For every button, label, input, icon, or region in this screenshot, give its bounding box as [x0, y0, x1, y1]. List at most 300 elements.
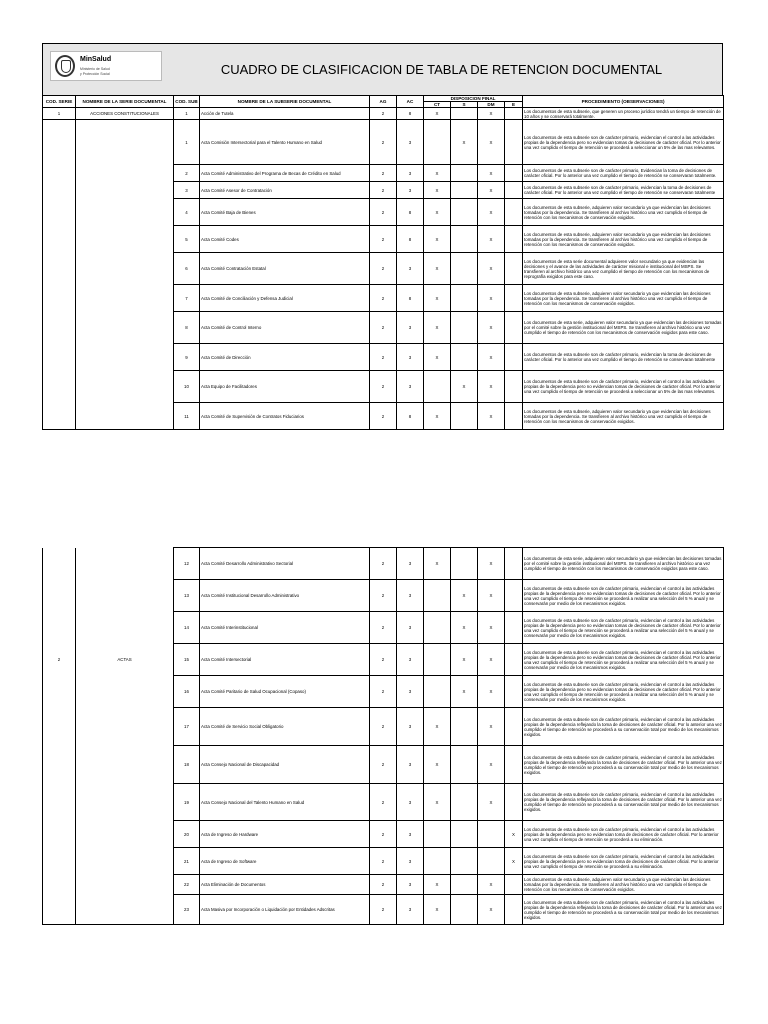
dm-mark: X — [478, 371, 505, 403]
col-header-dm: DM — [478, 102, 505, 108]
ministry-logo — [50, 51, 162, 81]
s-mark: X — [451, 676, 478, 708]
procedure-text: Los documentos de esta subserie son de carácter primario, evidencian el control a las actividades propias de la dependencia pero no evidencian tomas de decisiones de carácter oficial. Por lo anterior una vez cumplido el tiempo de retención se procederá a realizar una selección del 5 % anual y se conservarán por medio de los mecanismos exigidos. — [523, 644, 724, 676]
ag-value: 2 — [370, 165, 397, 182]
ac-value: 3 — [397, 784, 424, 821]
ct-mark: X — [424, 344, 451, 371]
ag-value: 2 — [370, 199, 397, 226]
procedure-text: Los documentos de esta subserie son de carácter primario, evidencian el control a las actividades propias de la dependencia pero no evidencian tomas de decisiones de carácter oficial. Por lo anterior una vez cumplido el tiempo de retención se procederá a realizar una selección del 5 % anual y se conservarán por medio de los mecanismos exigidos. — [523, 676, 724, 708]
serie-name-cell — [76, 580, 174, 612]
table-row — [43, 371, 724, 403]
dm-mark: X — [478, 344, 505, 371]
ac-value: 3 — [397, 848, 424, 875]
s-mark: X — [451, 580, 478, 612]
table-row — [43, 644, 724, 676]
e-mark — [505, 580, 523, 612]
serie-code-cell — [43, 895, 76, 925]
subserie-code: 11 — [174, 403, 200, 430]
ac-value: 3 — [397, 580, 424, 612]
subserie-name: Acta Comité de Conciliación y Defensa Judicial — [200, 285, 370, 312]
e-mark — [505, 612, 523, 644]
retention-table-page-1 — [42, 95, 724, 430]
dm-mark: X — [478, 580, 505, 612]
subserie-code: 23 — [174, 895, 200, 925]
subserie-name: Acta Comité Asesor de Contratación — [200, 182, 370, 199]
table-row — [43, 199, 724, 226]
serie-code-cell — [43, 821, 76, 848]
subserie-name: Acta de Ingreso de Hardware — [200, 821, 370, 848]
procedure-text: Los documentos de esta subserie son de carácter primario, evidencian la toma de decisiones de carácter oficial. Por lo anterior una vez cumplido el tiempo de retención se conservaran totalmente — [523, 344, 724, 371]
ac-value: 8 — [397, 108, 424, 120]
subserie-name: Acta Comité Interinstitucional — [200, 612, 370, 644]
ac-value: 3 — [397, 344, 424, 371]
subserie-name: Acta Comité Institucional Desarrollo Administrativo — [200, 580, 370, 612]
e-mark: X — [505, 848, 523, 875]
ct-mark — [424, 848, 451, 875]
ac-value: 3 — [397, 548, 424, 580]
document-header — [42, 43, 723, 96]
subserie-code: 20 — [174, 821, 200, 848]
serie-name: ACTAS — [76, 644, 174, 676]
e-mark — [505, 312, 523, 344]
procedure-text: Los documentos de esta subserie son de carácter primario, evidencian la toma de decisiones de carácter oficial. Por lo anterior una vez cumplido el tiempo de retención se conservaran totalmente — [523, 182, 724, 199]
ac-value: 3 — [397, 821, 424, 848]
procedure-text: Los documentos de esta subserie son de carácter primario, evidencian el control a las actividades propias de la dependencia pero no evidencian tomas de decisiones de carácter oficial. Por lo anterior una vez cumplido el tiempo de retención se procederá a realizar una selección del 5 % anual y se conservarán por medio de los mecanismos exigidos. — [523, 580, 724, 612]
subserie-code: 13 — [174, 580, 200, 612]
e-mark — [505, 371, 523, 403]
serie-name-cell — [76, 226, 174, 253]
serie-name-cell — [76, 612, 174, 644]
s-mark — [451, 182, 478, 199]
ct-mark — [424, 821, 451, 848]
subserie-name: Acta Comité de Servicio Social Obligatorio — [200, 708, 370, 746]
ac-value: 3 — [397, 371, 424, 403]
ac-value: 3 — [397, 895, 424, 925]
dm-mark: X — [478, 746, 505, 784]
serie-code-cell — [43, 746, 76, 784]
ct-mark — [424, 120, 451, 165]
page-title: CUADRO DE CLASIFICACION DE TABLA DE RETENCION DOCUMENTAL — [220, 62, 663, 77]
procedure-text: Los documentos de esta subserie, adquieren valor secundario ya que evidencian las decisiones tomadas por la dependencia. Se transfieren al archivo histórico una vez cumplido el tiempo de retención con los mecanismos de conservación exigidos. — [523, 875, 724, 895]
table-row — [43, 848, 724, 875]
ag-value: 2 — [370, 580, 397, 612]
ag-value: 2 — [370, 821, 397, 848]
logo-line-1: Ministerio de Salud — [80, 67, 110, 71]
serie-name-cell — [76, 165, 174, 182]
procedure-text: Los documentos de esta subserie, adquieren valor secundario ya que evidencian las decisiones tomadas por la dependencia. Se transfieren al archivo histórico una vez cumplido el tiempo de retención con los mecanismos de conservación exigidos. — [523, 285, 724, 312]
ct-mark — [424, 612, 451, 644]
serie-code-cell — [43, 612, 76, 644]
ag-value: 2 — [370, 182, 397, 199]
subserie-name: Acta de Ingreso de Software — [200, 848, 370, 875]
ac-value: 3 — [397, 746, 424, 784]
subserie-code: 21 — [174, 848, 200, 875]
subserie-name: Acta Comité Intersectorial — [200, 644, 370, 676]
table-row — [43, 746, 724, 784]
col-header-nombre-subserie: NOMBRE DE LA SUBSERIE DOCUMENTAL — [200, 96, 370, 108]
table-row — [43, 612, 724, 644]
serie-code-cell — [43, 784, 76, 821]
e-mark — [505, 895, 523, 925]
ag-value: 2 — [370, 120, 397, 165]
ag-value: 2 — [370, 226, 397, 253]
ct-mark: X — [424, 312, 451, 344]
dm-mark: X — [478, 182, 505, 199]
ct-mark: X — [424, 784, 451, 821]
serie-code-cell — [43, 285, 76, 312]
ag-value: 2 — [370, 548, 397, 580]
subserie-code: 15 — [174, 644, 200, 676]
subserie-name: Acta Eliminación de Documentos — [200, 875, 370, 895]
ac-value: 3 — [397, 676, 424, 708]
ct-mark — [424, 580, 451, 612]
dm-mark: X — [478, 875, 505, 895]
e-mark — [505, 548, 523, 580]
s-mark — [451, 746, 478, 784]
table-row — [43, 253, 724, 285]
subserie-name: Acta Equipo de Facilitadores — [200, 371, 370, 403]
serie-code-cell — [43, 676, 76, 708]
serie-code-cell — [43, 120, 76, 165]
ac-value: 3 — [397, 253, 424, 285]
serie-code-cell — [43, 344, 76, 371]
ag-value: 2 — [370, 895, 397, 925]
dm-mark: X — [478, 676, 505, 708]
serie-name-cell — [76, 253, 174, 285]
table-row — [43, 120, 724, 165]
s-mark — [451, 226, 478, 253]
procedure-text: Los documentos de esta serie documental adquieren valor secundario ya que evidencian las decisiones y el avance de las actividades de carácter misional e institucional del MSPS. Se transfieren al archivo histórico una vez cumplido el tiempo de retención con los mecanismos de reprografía exigidos para este caso. — [523, 253, 724, 285]
serie-code-cell — [43, 548, 76, 580]
s-mark: X — [451, 120, 478, 165]
dm-mark — [478, 848, 505, 875]
table-row — [43, 226, 724, 253]
ct-mark — [424, 644, 451, 676]
table-row — [43, 108, 724, 120]
subserie-name: Acta Comité Desarrollo Administrativo Sectorial — [200, 548, 370, 580]
ag-value: 2 — [370, 644, 397, 676]
ct-mark — [424, 676, 451, 708]
serie-code-cell — [43, 182, 76, 199]
subserie-name: Acta Comité Administrativo del Programa de Becas de Crédito en Salud — [200, 165, 370, 182]
ct-mark: X — [424, 108, 451, 120]
procedure-text: Los documentos de esta subserie son de carácter primario, Evidencian la toma de decisiones de carácter oficial. Por lo anterior una vez cumplido el tiempo de retención se conservaran totalmente. — [523, 165, 724, 182]
ct-mark — [424, 371, 451, 403]
subserie-code: 18 — [174, 746, 200, 784]
dm-mark: X — [478, 708, 505, 746]
subserie-name: Acta Consejo Nacional de Discapacidad — [200, 746, 370, 784]
dm-mark: X — [478, 226, 505, 253]
subserie-name: Acta Comité de Dirección — [200, 344, 370, 371]
subserie-code: 14 — [174, 612, 200, 644]
e-mark — [505, 875, 523, 895]
ct-mark: X — [424, 403, 451, 430]
ac-value: 8 — [397, 285, 424, 312]
procedure-text: Los documentos de esta subserie, adquieren valor secundario ya que evidencian las decisiones tomadas por la dependencia. Se transfieren al archivo histórico una vez cumplido el tiempo de retención con los mecanismos de conservación exigidos. — [523, 226, 724, 253]
ac-value: 3 — [397, 644, 424, 676]
ag-value: 2 — [370, 253, 397, 285]
ag-value: 2 — [370, 312, 397, 344]
dm-mark: X — [478, 165, 505, 182]
procedure-text: Los documentos de esta subserie son de carácter primario, evidencian el control a las actividades propias de la dependencia reflejando la toma de decisiones de carácter oficial. Por lo anterior una vez cumplido el tiempo de retención se procederá a su conservación total por medio de los mecanismos exigidos. — [523, 746, 724, 784]
ac-value: 3 — [397, 182, 424, 199]
serie-code-cell — [43, 848, 76, 875]
s-mark — [451, 108, 478, 120]
s-mark — [451, 895, 478, 925]
ag-value: 2 — [370, 875, 397, 895]
s-mark — [451, 344, 478, 371]
subserie-code: 5 — [174, 226, 200, 253]
col-header-cod-sub: COD. SUB — [174, 96, 200, 108]
serie-code-cell — [43, 403, 76, 430]
table-row — [43, 708, 724, 746]
ct-mark: X — [424, 875, 451, 895]
serie-name-cell — [76, 120, 174, 165]
ag-value: 2 — [370, 108, 397, 120]
subserie-code: 10 — [174, 371, 200, 403]
col-header-s: S — [451, 102, 478, 108]
serie-code-cell — [43, 580, 76, 612]
ag-value: 2 — [370, 371, 397, 403]
col-header-nombre-serie: NOMBRE DE LA SERIE DOCUMENTAL — [76, 96, 174, 108]
col-header-ac: AC — [397, 96, 424, 108]
subserie-code: 22 — [174, 875, 200, 895]
serie-name-cell — [76, 676, 174, 708]
serie-code: 1 — [43, 108, 76, 120]
serie-code-cell — [43, 253, 76, 285]
table-row — [43, 875, 724, 895]
procedure-text: Los documentos de esta subserie son de carácter primario, evidencian el control a las actividades propias de la dependencia reflejando la toma de decisiones de carácter oficial. Por lo anterior una vez cumplido el tiempo de retención se procederá a su conservación total por medio de los mecanismos exigidos. — [523, 708, 724, 746]
subserie-code: 4 — [174, 199, 200, 226]
subserie-code: 8 — [174, 312, 200, 344]
ct-mark: X — [424, 895, 451, 925]
serie-name-cell — [76, 895, 174, 925]
table-row — [43, 182, 724, 199]
dm-mark: X — [478, 895, 505, 925]
e-mark — [505, 676, 523, 708]
table-row — [43, 676, 724, 708]
serie-name-cell — [76, 285, 174, 312]
dm-mark — [478, 821, 505, 848]
dm-mark: X — [478, 784, 505, 821]
logo-brand: MinSalud — [80, 56, 112, 63]
subserie-code: 17 — [174, 708, 200, 746]
dm-mark: X — [478, 403, 505, 430]
ct-mark: X — [424, 746, 451, 784]
s-mark: X — [451, 612, 478, 644]
serie-code-cell — [43, 708, 76, 746]
e-mark — [505, 285, 523, 312]
procedure-text: Los documentos de esta subserie son de carácter primario, evidencian el control a las actividades propias de la dependencia pero no evidencian toma de decisiones de carácter oficial. Por lo anterior una vez cumplido el tiempo de retención se procederá a su eliminación. — [523, 821, 724, 848]
ag-value: 2 — [370, 676, 397, 708]
s-mark — [451, 199, 478, 226]
s-mark — [451, 165, 478, 182]
subserie-name: Acta Comité de Supervisión de Contratos Fiduciarios — [200, 403, 370, 430]
dm-mark: X — [478, 548, 505, 580]
serie-name-cell — [76, 746, 174, 784]
ag-value: 2 — [370, 848, 397, 875]
ct-mark: X — [424, 708, 451, 746]
col-header-disposicion: DISPOSICION FINAL — [424, 96, 523, 102]
serie-name-cell — [76, 344, 174, 371]
table-row — [43, 403, 724, 430]
table-row — [43, 784, 724, 821]
e-mark — [505, 746, 523, 784]
ag-value: 2 — [370, 612, 397, 644]
table-row — [43, 580, 724, 612]
col-header-cod-serie: COD. SERIE — [43, 96, 76, 108]
procedure-text: Los documentos de esta subserie son de carácter primario, evidencian el control a las actividades propias de la dependencia reflejando la toma de decisiones de carácter oficial. Por lo anterior una vez cumplido el tiempo de retención se procederá a su conservación total por medio de los mecanismos exigidos. — [523, 895, 724, 925]
procedure-text: Los documentos de esta subserie son de carácter primario, evidencian el control a las actividades propias de la dependencia pero no evidencian toma de decisiones de carácter oficial. Por lo anterior una vez cumplido el tiempo de retención se procederá a su eliminación. — [523, 848, 724, 875]
procedure-text: Los documentos de esta subserie, adquieren valor secundario ya que evidencian las decisiones tomadas por la dependencia. Se transfieren al archivo histórico una vez cumplido el tiempo de retención con los mecanismos de conservación exigidos. — [523, 403, 724, 430]
procedure-text: Los documentos de esta serie, adquieren valor secundario ya que evidencian las decisiones tomadas por el comité sobre la gestión institucional del MSPS. Se transfieren al archivo histórico una vez cumplido el tiempo de retención con los mecanismos de conservación exigidos para este caso. — [523, 548, 724, 580]
dm-mark: X — [478, 312, 505, 344]
e-mark — [505, 120, 523, 165]
table-row — [43, 165, 724, 182]
serie-name-cell — [76, 312, 174, 344]
ct-mark: X — [424, 253, 451, 285]
serie-name-cell — [76, 199, 174, 226]
procedure-text: Los documentos de esta subserie, que generen un proceso jurídico tendrá un tiempo de retención de 10 años y se conservará totalmente. — [523, 108, 724, 120]
procedure-text: Los documentos de esta subserie son de carácter primario, evidencian el control a las actividades propias de la dependencia pero no evidencian tomas de decisiones de carácter oficial. Por lo anterior una vez cumplido el tiempo de retención se procederá a realizar una selección del 5 % anual y se conservarán por medio de los mecanismos exigidos. — [523, 612, 724, 644]
procedure-text: Los documentos de esta serie, adquieren valor secundario ya que evidencian las decisiones tomadas por el comité sobre la gestión institucional del MSPS. Se transfieren al archivo histórico una vez cumplido el tiempo de retención con los mecanismos de conservación exigidos para este caso. — [523, 312, 724, 344]
subserie-code: 12 — [174, 548, 200, 580]
ag-value: 2 — [370, 285, 397, 312]
e-mark — [505, 403, 523, 430]
serie-name-cell — [76, 403, 174, 430]
e-mark — [505, 165, 523, 182]
serie-code-cell — [43, 312, 76, 344]
e-mark: X — [505, 821, 523, 848]
ag-value: 2 — [370, 344, 397, 371]
subserie-code: 9 — [174, 344, 200, 371]
dm-mark: X — [478, 199, 505, 226]
e-mark — [505, 344, 523, 371]
s-mark — [451, 875, 478, 895]
ct-mark: X — [424, 548, 451, 580]
serie-name-cell — [76, 821, 174, 848]
col-header-procedimiento: PROCEDIMIENTO (OBSERVACIONES) — [523, 96, 724, 108]
serie-code-cell — [43, 371, 76, 403]
table-row — [43, 312, 724, 344]
procedure-text: Los documentos de esta subserie son de carácter primario, evidencian el control a las actividades propias de la dependencia pero no evidencian tomas de decisiones de carácter oficial. Por lo anterior una vez cumplido el tiempo de retención se procederá a seleccionar un 5% de las mas relevantes. — [523, 120, 724, 165]
serie-code-cell — [43, 199, 76, 226]
e-mark — [505, 644, 523, 676]
e-mark — [505, 182, 523, 199]
table-row — [43, 285, 724, 312]
table-row — [43, 895, 724, 925]
serie-name-cell — [76, 848, 174, 875]
ac-value: 3 — [397, 120, 424, 165]
e-mark — [505, 108, 523, 120]
dm-mark: X — [478, 285, 505, 312]
subserie-code: 7 — [174, 285, 200, 312]
serie-code-cell — [43, 226, 76, 253]
col-header-ct: CT — [424, 102, 451, 108]
subserie-name: Acta Masiva por Incorporación o Liquidación por Entidades Adscritas — [200, 895, 370, 925]
ct-mark: X — [424, 165, 451, 182]
subserie-code: 6 — [174, 253, 200, 285]
ag-value: 2 — [370, 746, 397, 784]
procedure-text: Los documentos de esta subserie son de carácter primario, evidencian el control a las actividades propias de la dependencia reflejando la toma de decisiones de carácter oficial. Por lo anterior una vez cumplido el tiempo de retención se procederá a su conservación total por medio de los mecanismos exigidos. — [523, 784, 724, 821]
dm-mark: X — [478, 120, 505, 165]
serie-name-cell — [76, 708, 174, 746]
ac-value: 3 — [397, 708, 424, 746]
table-row — [43, 821, 724, 848]
dm-mark: X — [478, 644, 505, 676]
s-mark: X — [451, 644, 478, 676]
serie-name: ACCIONES CONSTITUCIONALES — [76, 108, 174, 120]
subserie-code: 16 — [174, 676, 200, 708]
e-mark — [505, 784, 523, 821]
table-row — [43, 344, 724, 371]
ac-value: 3 — [397, 165, 424, 182]
subserie-name: Acción de Tutela — [200, 108, 370, 120]
e-mark — [505, 199, 523, 226]
s-mark — [451, 708, 478, 746]
s-mark — [451, 848, 478, 875]
ac-value: 3 — [397, 612, 424, 644]
s-mark — [451, 548, 478, 580]
serie-code: 2 — [43, 644, 76, 676]
ag-value: 2 — [370, 708, 397, 746]
s-mark — [451, 285, 478, 312]
subserie-name: Acta Comité Baja de Bienes — [200, 199, 370, 226]
ac-value: 8 — [397, 403, 424, 430]
subserie-name: Acta Comité Contratación Estatal — [200, 253, 370, 285]
ac-value: 8 — [397, 226, 424, 253]
table-row — [43, 548, 724, 580]
dm-mark: X — [478, 108, 505, 120]
subserie-code: 2 — [174, 165, 200, 182]
subserie-code: 3 — [174, 182, 200, 199]
ac-value: 8 — [397, 199, 424, 226]
ct-mark: X — [424, 199, 451, 226]
s-mark — [451, 403, 478, 430]
s-mark: X — [451, 371, 478, 403]
col-header-ag: AG — [370, 96, 397, 108]
s-mark — [451, 784, 478, 821]
ag-value: 2 — [370, 403, 397, 430]
e-mark — [505, 253, 523, 285]
subserie-code: 1 — [174, 108, 200, 120]
s-mark — [451, 821, 478, 848]
serie-name-cell — [76, 875, 174, 895]
serie-name-cell — [76, 371, 174, 403]
ct-mark: X — [424, 226, 451, 253]
e-mark — [505, 226, 523, 253]
subserie-name: Acta Comisión Intersectorial para el Talento Humano en Salud — [200, 120, 370, 165]
subserie-code: 19 — [174, 784, 200, 821]
retention-table-page-2 — [42, 547, 724, 925]
ct-mark: X — [424, 182, 451, 199]
subserie-name: Acta Comité Codes — [200, 226, 370, 253]
serie-name-cell — [76, 784, 174, 821]
serie-name-cell — [76, 182, 174, 199]
col-header-e: E — [505, 102, 523, 108]
e-mark — [505, 708, 523, 746]
dm-mark: X — [478, 253, 505, 285]
ac-value: 3 — [397, 312, 424, 344]
ag-value: 2 — [370, 784, 397, 821]
serie-name-cell — [76, 548, 174, 580]
serie-code-cell — [43, 165, 76, 182]
serie-code-cell — [43, 875, 76, 895]
ct-mark: X — [424, 285, 451, 312]
subserie-code: 1 — [174, 120, 200, 165]
procedure-text: Los documentos de esta subserie, adquieren valor secundario ya que evidencian las decisiones tomadas por la dependencia. Se transfieren al archivo histórico una vez cumplido el tiempo de retención con los mecanismos de conservación exigidos. — [523, 199, 724, 226]
logo-line-2: y Protección Social — [80, 72, 110, 76]
